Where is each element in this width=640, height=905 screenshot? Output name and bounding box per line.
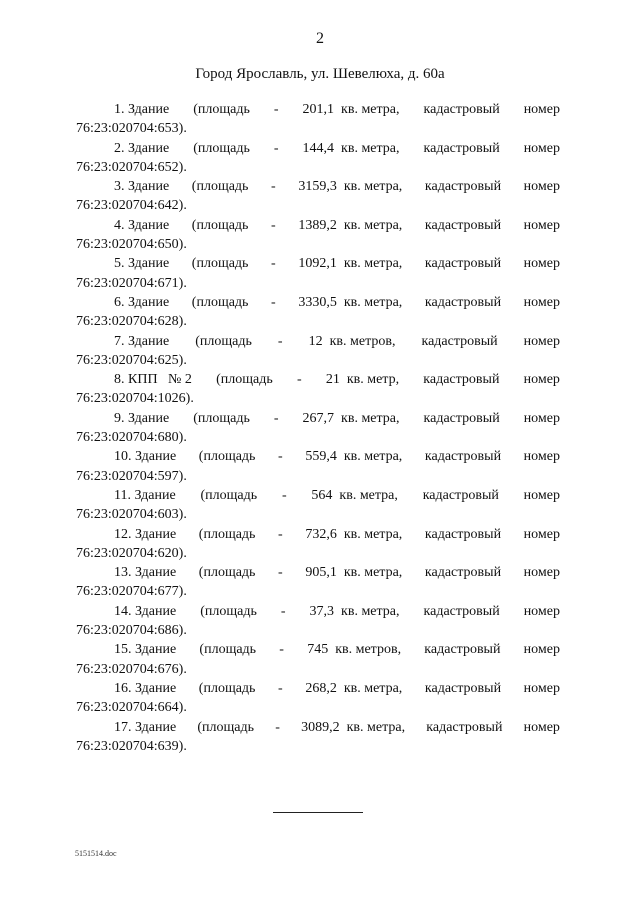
dash: - bbox=[280, 603, 286, 619]
number-word: номер bbox=[523, 526, 560, 542]
number-word: номер bbox=[523, 449, 560, 465]
dash: - bbox=[279, 642, 284, 658]
cadastral-number: 76:23:020704:639). bbox=[76, 738, 187, 754]
area-value: 144,4 bbox=[302, 140, 335, 156]
list-item bbox=[76, 447, 560, 486]
area-unit: кв. метра, bbox=[343, 217, 403, 233]
area-unit: кв. метра, bbox=[343, 294, 403, 310]
area-unit: кв. метра, bbox=[343, 565, 403, 581]
dash: - bbox=[277, 333, 283, 349]
area-unit: кв. метров, bbox=[329, 333, 396, 349]
list-item bbox=[76, 332, 560, 371]
item-number: 14. bbox=[114, 603, 132, 619]
item-name: Здание bbox=[128, 256, 170, 272]
building-list bbox=[76, 100, 560, 756]
area-open-label: (площадь bbox=[193, 410, 250, 426]
area-open-label: (площадь bbox=[193, 140, 250, 156]
area-value-and-unit bbox=[305, 447, 402, 466]
list-item bbox=[76, 640, 560, 679]
area-value-and-unit bbox=[303, 409, 400, 428]
list-item-first-line bbox=[76, 640, 560, 659]
cadastral-number: 76:23:020704:628). bbox=[76, 314, 187, 330]
item-number: 12. bbox=[114, 526, 132, 542]
cadastral-number: 76:23:020704:597). bbox=[76, 468, 187, 484]
cadastral-word: кадастровый bbox=[423, 410, 500, 426]
number-word: номер bbox=[523, 642, 560, 658]
list-item bbox=[76, 370, 560, 409]
area-value: 3330,5 bbox=[298, 294, 337, 310]
item-number-and-name bbox=[114, 486, 176, 505]
item-name: Здание bbox=[128, 333, 170, 349]
dash: - bbox=[278, 526, 283, 542]
cadastral-word: кадастровый bbox=[424, 680, 502, 696]
area-value: 3089,2 bbox=[301, 719, 340, 735]
list-item-first-line bbox=[76, 563, 560, 582]
list-item-first-line bbox=[76, 486, 560, 505]
list-item bbox=[76, 563, 560, 602]
number-word: номер bbox=[523, 102, 560, 117]
number-word: номер bbox=[523, 217, 560, 233]
area-value: 745 bbox=[307, 642, 329, 658]
dash: - bbox=[271, 179, 276, 195]
item-number-and-name bbox=[114, 525, 176, 544]
number-word: номер bbox=[523, 372, 560, 388]
area-unit: кв. метра, bbox=[339, 487, 398, 503]
list-item-first-line bbox=[76, 254, 560, 273]
footer-file-name: 5151514.doc bbox=[75, 849, 117, 858]
list-item bbox=[76, 409, 560, 448]
cadastral-number: 76:23:020704:642). bbox=[76, 198, 187, 214]
area-value: 201,1 bbox=[302, 102, 335, 117]
item-name: Здание bbox=[135, 680, 177, 696]
list-item bbox=[76, 602, 560, 641]
area-unit: кв. метра, bbox=[343, 680, 403, 696]
item-number-and-name bbox=[114, 177, 169, 196]
number-word: номер bbox=[523, 719, 560, 735]
area-open-label: (площадь bbox=[191, 217, 249, 233]
item-name: Здание bbox=[128, 179, 170, 195]
area-open-label: (площадь bbox=[198, 565, 256, 581]
item-name: Здание bbox=[134, 487, 176, 503]
address-heading: Город Ярославль, ул. Шевелюха, д. 60а bbox=[195, 66, 445, 82]
list-item-first-line bbox=[76, 370, 560, 389]
list-item-first-line bbox=[76, 216, 560, 235]
cadastral-number: 76:23:020704:1026). bbox=[76, 391, 194, 407]
item-name: Здание bbox=[135, 526, 177, 542]
area-value-and-unit bbox=[298, 293, 402, 312]
area-value: 559,4 bbox=[305, 449, 337, 465]
number-word: номер bbox=[523, 410, 560, 426]
list-item-first-line bbox=[76, 602, 560, 621]
area-open-label: (площадь bbox=[216, 372, 273, 388]
list-item-first-line bbox=[76, 293, 560, 312]
item-number: 7. bbox=[114, 333, 125, 349]
area-open-label: (площадь bbox=[198, 449, 256, 465]
area-open-label: (площадь bbox=[197, 719, 255, 735]
number-word: номер bbox=[523, 140, 560, 156]
item-name: КПП № 2 bbox=[128, 372, 192, 388]
item-number: 5. bbox=[114, 256, 125, 272]
area-value: 21 bbox=[325, 372, 340, 388]
cadastral-word: кадастровый bbox=[421, 333, 498, 349]
cadastral-number: 76:23:020704:676). bbox=[76, 661, 187, 677]
area-unit: кв. метра, bbox=[343, 449, 403, 465]
area-value-and-unit bbox=[303, 139, 400, 158]
item-number: 16. bbox=[114, 680, 132, 696]
cadastral-word: кадастровый bbox=[424, 179, 502, 195]
page-number: 2 bbox=[316, 30, 324, 47]
area-open-label: (площадь bbox=[198, 526, 256, 542]
area-open-label: (площадь bbox=[200, 487, 258, 503]
area-value: 905,1 bbox=[305, 565, 337, 581]
item-number: 13. bbox=[114, 565, 132, 581]
item-number: 4. bbox=[114, 217, 125, 233]
dash: - bbox=[278, 565, 283, 581]
item-number-and-name bbox=[114, 100, 169, 119]
cadastral-number: 76:23:020704:677). bbox=[76, 584, 187, 600]
cadastral-number: 76:23:020704:653). bbox=[76, 121, 187, 137]
item-name: Здание bbox=[128, 294, 170, 310]
area-open-label: (площадь bbox=[191, 256, 249, 272]
cadastral-number: 76:23:020704:625). bbox=[76, 352, 187, 368]
area-value: 12 bbox=[308, 333, 323, 349]
area-value-and-unit bbox=[305, 525, 402, 544]
area-unit: кв. метров, bbox=[335, 642, 402, 658]
area-value: 3159,3 bbox=[298, 179, 337, 195]
list-item-first-line bbox=[76, 139, 560, 158]
item-number: 1. bbox=[114, 102, 125, 117]
area-value-and-unit bbox=[298, 177, 402, 196]
item-number: 11. bbox=[114, 487, 131, 503]
cadastral-number: 76:23:020704:664). bbox=[76, 700, 187, 716]
list-item-first-line bbox=[76, 679, 560, 698]
cadastral-word: кадастровый bbox=[423, 140, 500, 156]
list-item bbox=[76, 293, 560, 332]
item-number-and-name bbox=[114, 679, 176, 698]
area-open-label: (площадь bbox=[198, 680, 256, 696]
item-name: Здание bbox=[128, 140, 170, 156]
list-item bbox=[76, 486, 560, 525]
item-number-and-name bbox=[114, 293, 169, 312]
cadastral-word: кадастровый bbox=[424, 526, 502, 542]
dash: - bbox=[273, 410, 279, 426]
area-open-label: (площадь bbox=[191, 294, 249, 310]
area-value: 564 bbox=[311, 487, 333, 503]
list-item bbox=[76, 216, 560, 255]
area-value-and-unit bbox=[309, 332, 396, 351]
list-item-first-line bbox=[76, 177, 560, 196]
dash: - bbox=[273, 140, 279, 156]
list-item-first-line bbox=[76, 718, 560, 737]
list-item-first-line bbox=[76, 332, 560, 351]
list-item bbox=[76, 718, 560, 757]
number-word: номер bbox=[523, 294, 560, 310]
item-number-and-name bbox=[114, 370, 192, 389]
number-word: номер bbox=[523, 256, 560, 272]
dash: - bbox=[281, 487, 287, 503]
item-name: Здание bbox=[135, 719, 177, 735]
dash: - bbox=[273, 102, 279, 117]
item-name: Здание bbox=[128, 102, 170, 117]
item-name: Здание bbox=[135, 449, 177, 465]
cadastral-word: кадастровый bbox=[424, 217, 502, 233]
number-word: номер bbox=[523, 179, 560, 195]
cadastral-word: кадастровый bbox=[424, 256, 502, 272]
cadastral-number: 76:23:020704:686). bbox=[76, 623, 187, 639]
area-value-and-unit bbox=[311, 486, 398, 505]
list-item bbox=[76, 177, 560, 216]
item-number-and-name bbox=[114, 254, 169, 273]
item-number: 10. bbox=[114, 449, 132, 465]
area-value-and-unit bbox=[310, 602, 400, 621]
area-value-and-unit bbox=[326, 370, 399, 389]
cadastral-number: 76:23:020704:680). bbox=[76, 430, 187, 446]
list-item bbox=[76, 139, 560, 178]
dash: - bbox=[275, 719, 280, 735]
cadastral-word: кадастровый bbox=[423, 603, 500, 619]
item-number: 17. bbox=[114, 719, 132, 735]
cadastral-word: кадастровый bbox=[422, 487, 499, 503]
area-unit: кв. метра, bbox=[346, 719, 406, 735]
item-name: Здание bbox=[128, 217, 170, 233]
item-number: 8. bbox=[114, 372, 125, 388]
item-number: 15. bbox=[114, 642, 132, 658]
dash: - bbox=[278, 680, 283, 696]
item-number-and-name bbox=[114, 447, 176, 466]
area-unit: кв. метр, bbox=[346, 372, 400, 388]
list-item-first-line bbox=[76, 100, 560, 119]
area-value-and-unit bbox=[298, 216, 402, 235]
cadastral-number: 76:23:020704:652). bbox=[76, 159, 187, 175]
number-word: номер bbox=[523, 680, 560, 696]
number-word: номер bbox=[523, 487, 560, 503]
item-name: Здание bbox=[135, 603, 177, 619]
list-item-first-line bbox=[76, 447, 560, 466]
item-number: 9. bbox=[114, 410, 125, 426]
number-word: номер bbox=[523, 333, 560, 349]
cadastral-number: 76:23:020704:603). bbox=[76, 507, 187, 523]
area-open-label: (площадь bbox=[200, 603, 257, 619]
area-value-and-unit bbox=[303, 100, 400, 119]
area-unit: кв. метра, bbox=[341, 410, 400, 426]
list-item bbox=[76, 679, 560, 718]
dash: - bbox=[271, 217, 276, 233]
list-item bbox=[76, 525, 560, 564]
cadastral-word: кадастровый bbox=[424, 449, 502, 465]
dash: - bbox=[278, 449, 283, 465]
cadastral-number: 76:23:020704:620). bbox=[76, 545, 187, 561]
cadastral-number: 76:23:020704:650). bbox=[76, 237, 187, 253]
area-unit: кв. метра, bbox=[341, 603, 400, 619]
list-item bbox=[76, 254, 560, 293]
area-open-label: (площадь bbox=[191, 179, 249, 195]
list-item-first-line bbox=[76, 409, 560, 428]
area-value: 267,7 bbox=[302, 410, 335, 426]
item-number-and-name bbox=[114, 602, 176, 621]
item-name: Здание bbox=[135, 642, 177, 658]
area-value: 1092,1 bbox=[298, 256, 337, 272]
area-unit: кв. метра, bbox=[341, 140, 400, 156]
area-unit: кв. метра, bbox=[343, 526, 403, 542]
area-open-label: (площадь bbox=[193, 102, 250, 117]
item-number-and-name bbox=[114, 216, 169, 235]
area-value: 268,2 bbox=[305, 680, 337, 696]
cadastral-word: кадастровый bbox=[424, 642, 501, 658]
area-open-label: (площадь bbox=[195, 333, 252, 349]
area-value-and-unit bbox=[305, 563, 402, 582]
area-value-and-unit bbox=[298, 254, 402, 273]
area-value-and-unit bbox=[305, 679, 402, 698]
area-unit: кв. метра, bbox=[343, 256, 403, 272]
number-word: номер bbox=[523, 603, 560, 619]
list-item bbox=[76, 100, 560, 139]
dash: - bbox=[296, 372, 302, 388]
area-value: 37,3 bbox=[309, 603, 335, 619]
area-open-label: (площадь bbox=[199, 642, 257, 658]
cadastral-number: 76:23:020704:671). bbox=[76, 275, 187, 291]
area-unit: кв. метра, bbox=[341, 102, 400, 117]
number-word: номер bbox=[523, 565, 560, 581]
area-value-and-unit bbox=[301, 718, 405, 737]
list-item-first-line bbox=[76, 525, 560, 544]
cadastral-word: кадастровый bbox=[423, 102, 500, 117]
cadastral-word: кадастровый bbox=[423, 372, 500, 388]
area-value: 1389,2 bbox=[298, 217, 337, 233]
cadastral-word: кадастровый bbox=[424, 565, 502, 581]
item-number-and-name bbox=[114, 139, 169, 158]
cadastral-word: кадастровый bbox=[426, 719, 503, 735]
item-number-and-name bbox=[114, 409, 169, 428]
item-number: 3. bbox=[114, 179, 125, 195]
item-number-and-name bbox=[114, 718, 176, 737]
end-divider-line bbox=[273, 812, 363, 813]
area-unit: кв. метра, bbox=[343, 179, 403, 195]
dash: - bbox=[271, 294, 276, 310]
dash: - bbox=[271, 256, 276, 272]
item-name: Здание bbox=[135, 565, 177, 581]
area-value: 732,6 bbox=[305, 526, 337, 542]
item-number-and-name bbox=[114, 563, 176, 582]
item-number-and-name bbox=[114, 332, 169, 351]
cadastral-word: кадастровый bbox=[424, 294, 502, 310]
item-number: 6. bbox=[114, 294, 125, 310]
item-number-and-name bbox=[114, 640, 176, 659]
item-number: 2. bbox=[114, 140, 125, 156]
area-value-and-unit bbox=[307, 640, 401, 659]
item-name: Здание bbox=[128, 410, 170, 426]
